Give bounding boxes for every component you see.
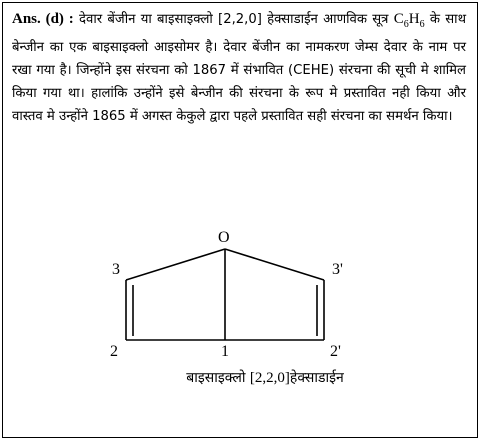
caption-numbers: [2,2,0]: [249, 370, 290, 386]
label-left-top: 3: [112, 261, 120, 278]
label-right-bottom: 2': [330, 343, 341, 360]
label-mid-bottom: 1: [221, 343, 229, 360]
label-top: O: [218, 229, 230, 246]
answer-paragraph: [12, 8, 466, 128]
molecular-formula: $C_6H_6$: [393, 11, 425, 30]
bond-O-3: [126, 249, 225, 280]
bond-O-3prime: [225, 249, 324, 280]
caption-suffix: हेक्साडाईन: [289, 370, 344, 386]
caption-prefix: बाइसाइक्लो: [186, 370, 246, 386]
answer-text-part2: के साथ बेन्जीन का एक बाइसाइक्लो आइसोमर है। देवार बेंजीन का नामकरण जेम्स देवार के नाम पर रखा गया है। जिन्होंने इस संरचना को 1867 में संभावित (CEHE) संरचना की सूची मे शामिल किया गया था। हालांकि उन्होंने इसे बेन्जीन की संरचना के रूप मे प्रस्तावित नही किया और वास्तव मे उन्होंने 1865 में अगस्त केकुले द्वारा पहले प्रस्तावित सही संरचना का समर्थन किया।: [12, 12, 467, 124]
answer-text-part1: देवार बेंजीन या बाइसाइक्लो [2,2,0] हेक्साडाईन आणविक सूत्र: [79, 12, 389, 27]
diagram-caption: [155, 368, 375, 387]
label-left-bottom: 2: [110, 343, 118, 360]
label-right-top: 3': [332, 261, 343, 278]
answer-label: Ans. (d) :: [12, 11, 74, 27]
